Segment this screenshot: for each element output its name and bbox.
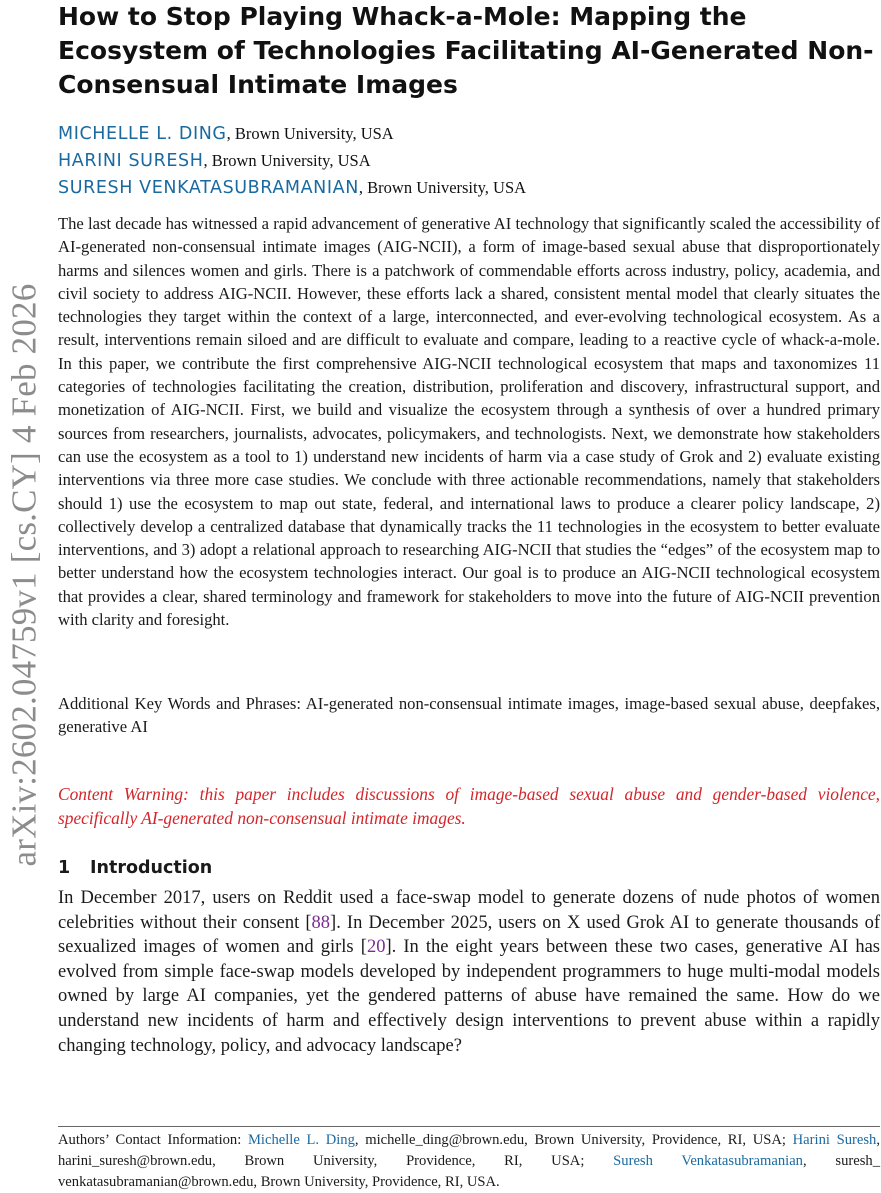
author-affiliation: , Brown University, USA [226,124,394,143]
author-line [58,174,858,201]
intro-paragraph [58,886,880,1058]
keywords-text: AI-generated non-consensual intimate images, image-based sexual abuse, deepfakes, generative AI [58,694,881,737]
section-heading [58,856,212,880]
citation-link[interactable]: 20 [366,937,386,958]
abstract: The last decade has witnessed a rapid advancement of generative AI technology that significantly scaled the accessibility of AI-generated non-consensual intimate images (AIG-NCII), a form of image-based sexual abuse that disproportionately harms and silences women and girls. There is a patchwork of commendable efforts across industry, policy, academia, and civil society to address AIG-NCII. However, these efforts lack a shared, consistent mental model that clearly situates the technologies they target within the context of a large, interconnected, and ever-evolving technological ecosystem. As a result, interventions remain siloed and are difficult to evaluate and compare, leading to a reactive cycle of whack-a-mole. In this paper, we contribute the first comprehensive AIG-NCII technological ecosystem that maps and taxonomizes 11 categories of technologies facilitating the creation, distribution, proliferation and discovery, infrastructural support, and monetization of AIG-NCII. First, we build and visualize the ecosystem through a synthesis of over a hundred primary sources from researchers, journalists, advocates, policymakers, and technologists. Next, we demonstrate how stakeholders can use the ecosystem as a tool to 1) understand new incidents of harm via a case study of Grok and 2) evaluate existing interventions via three more case studies. We conclude with three actionable recommendations, namely that stakeholders should 1) use the ecosystem to map out state, federal, and international laws to produce a clearer policy landscape, 2) collectively develop a centralized database that dynamically tracks the 11 technologies in the ecosystem to better evaluate interventions, and 3) adopt a relational approach to researching AIG-NCII that studies the “edges” of the ecosystem map to better understand how the ecosystem technologies interact. Our goal is to produce an AIG-NCII technological ecosystem that provides a clear, shared terminology and framework for stakeholders to move into the future of AIG-NCII prevention with clarity and foresight. [58,214,880,630]
author-link[interactable]: Michelle L. Ding [247,1132,355,1148]
citation-link[interactable]: 88 [311,912,331,933]
intro-text: ]. In December 2025, users on X used Grok AI to generate thousands of sexualized images of women and girls [ [58,912,880,958]
author-affiliation: , Brown University, USA [203,151,371,170]
section-title: Introduction [90,858,213,878]
arxiv-identifier [2,215,46,935]
footnote-divider [58,1126,880,1127]
author-link[interactable]: Suresh Venkatasubramanian [613,1153,803,1169]
author-link[interactable]: Harini Suresh [792,1132,877,1148]
footnote-text: , harini_suresh@brown.edu, Brown University, Providence, RI, USA; [58,1132,880,1169]
author-name: SURESH VENKATASUBRAMANIAN [58,178,359,198]
keywords [58,692,880,739]
intro-text: ]. In the eight years between these two cases, generative AI has evolved from simple face-swap models developed by independent programmers to huge multi-modal models owned by large AI companies, yet the gendered patterns of abuse have remained the same. How do we understand new incidents of harm and effectively design interventions to prevent abuse within a rapidly changing technology, policy, and advocacy landscape? [58,937,881,1056]
footnote-text: , suresh_ venkatasubramanian@brown.edu, Brown University, Providence, RI, USA. [58,1153,880,1190]
author-affiliation: , Brown University, USA [358,178,527,197]
author-name: HARINI SURESH [58,151,204,171]
author-contact-footnote [58,1130,880,1193]
footnote-text: Authors’ Contact Information: [58,1132,248,1148]
author-line [58,147,858,174]
paper-title: How to Stop Playing Whack-a-Mole: Mapping the Ecosystem of Technologies Facilitating AI-Generated Non-Consensual Intimate Images [58,2,874,99]
content-warning: Content Warning: this paper includes discussions of image-based sexual abuse and gender-based violence, specifically AI-generated non-consensual intimate images. [58,784,880,828]
section-number: 1 [58,858,71,878]
author-name: MICHELLE L. DING [58,124,227,144]
arxiv-identifier-text: arXiv:2602.04759v1 [cs.CY] 4 Feb 2026 [4,283,43,867]
author-line [58,120,858,147]
footnote-text: , michelle_ding@brown.edu, Brown University, Providence, RI, USA; [354,1132,793,1148]
intro-text: In December 2017, users on Reddit used a face-swap model to generate dozens of nude photos of women celebrities without their consent [ [58,888,880,933]
author-list [58,120,858,201]
keywords-label: Additional Key Words and Phrases: [58,694,301,713]
